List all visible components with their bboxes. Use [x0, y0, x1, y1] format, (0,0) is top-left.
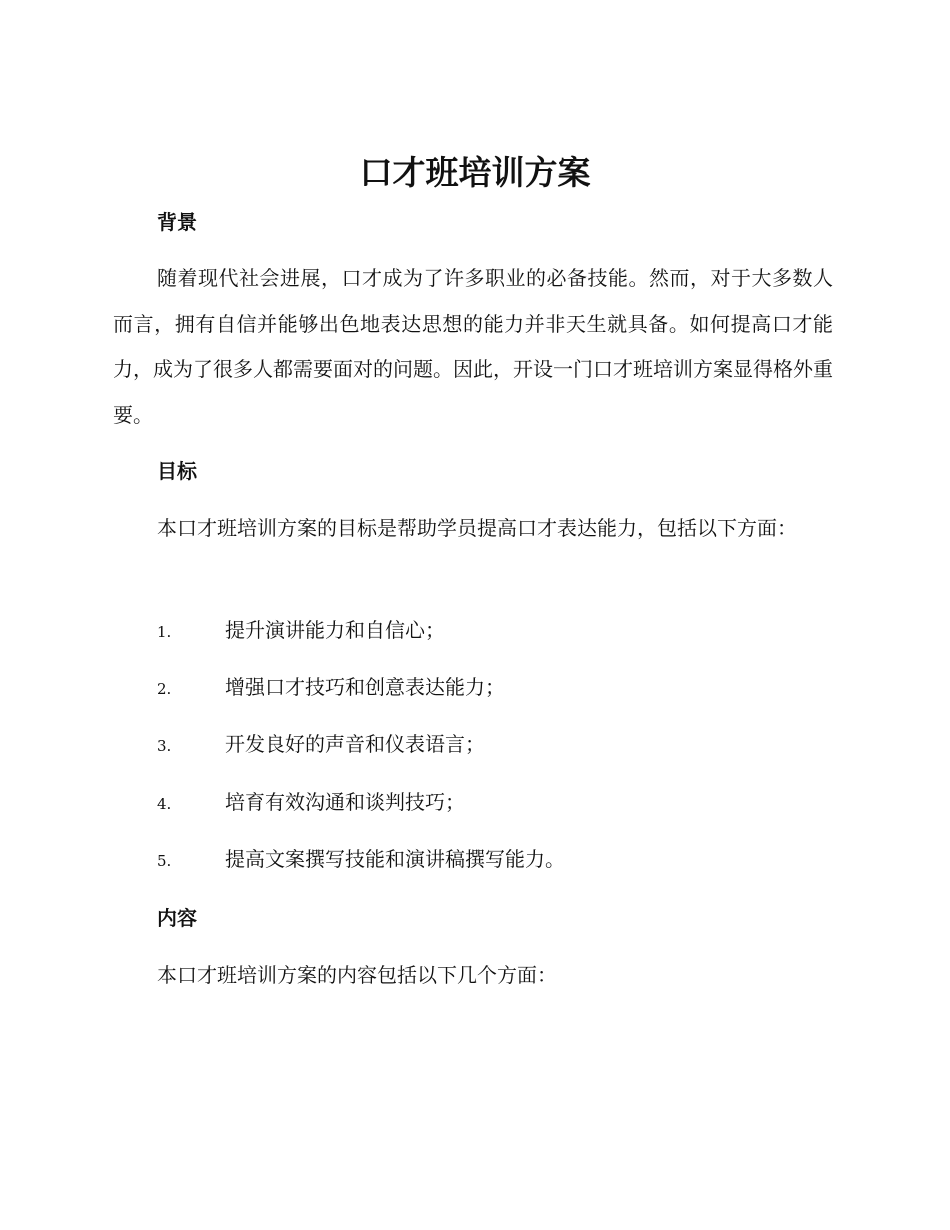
- list-item: [157, 665, 565, 722]
- section-paragraph-content: 本口才班培训方案的内容包括以下几个方面：: [157, 963, 557, 987]
- list-item: [157, 608, 565, 665]
- section-heading-goals: 目标: [157, 459, 197, 483]
- list-item-number: 5.: [157, 851, 172, 870]
- goals-list: [157, 608, 565, 894]
- list-item-number: 1.: [157, 623, 172, 641]
- document-title: 口才班培训方案: [359, 153, 591, 192]
- list-item: [157, 837, 565, 894]
- section-heading-content: 内容: [157, 906, 197, 930]
- list-item: [157, 780, 565, 837]
- section-heading-background: 背景: [157, 210, 197, 234]
- list-item-number: 2.: [157, 680, 172, 699]
- list-item-text: 开发良好的声音和仪表语言；: [225, 732, 485, 757]
- list-item-text: 提升演讲能力和自信心；: [225, 618, 445, 642]
- list-item-text: 增强口才技巧和创意表达能力；: [225, 675, 505, 700]
- list-item-text: 培育有效沟通和谈判技巧；: [225, 789, 465, 814]
- section-paragraph-goals: 本口才班培训方案的目标是帮助学员提高口才表达能力，包括以下方面：: [157, 516, 797, 540]
- list-item-text: 提高文案撰写技能和演讲稿撰写能力。: [225, 846, 565, 871]
- list-item-number: 3.: [157, 737, 172, 756]
- section-paragraph-background: 随着现代社会进展，口才成为了许多职业的必备技能。然而，对于大多数人而言，拥有自信并能够出色地表达思想的能力并非天生就具备。如何提高口才能力，成为了很多人都需要面对的问题。因此，开设一门口才班培训方案显得格外重要。: [113, 266, 833, 427]
- list-item-number: 4.: [157, 794, 172, 813]
- list-item: [157, 722, 565, 779]
